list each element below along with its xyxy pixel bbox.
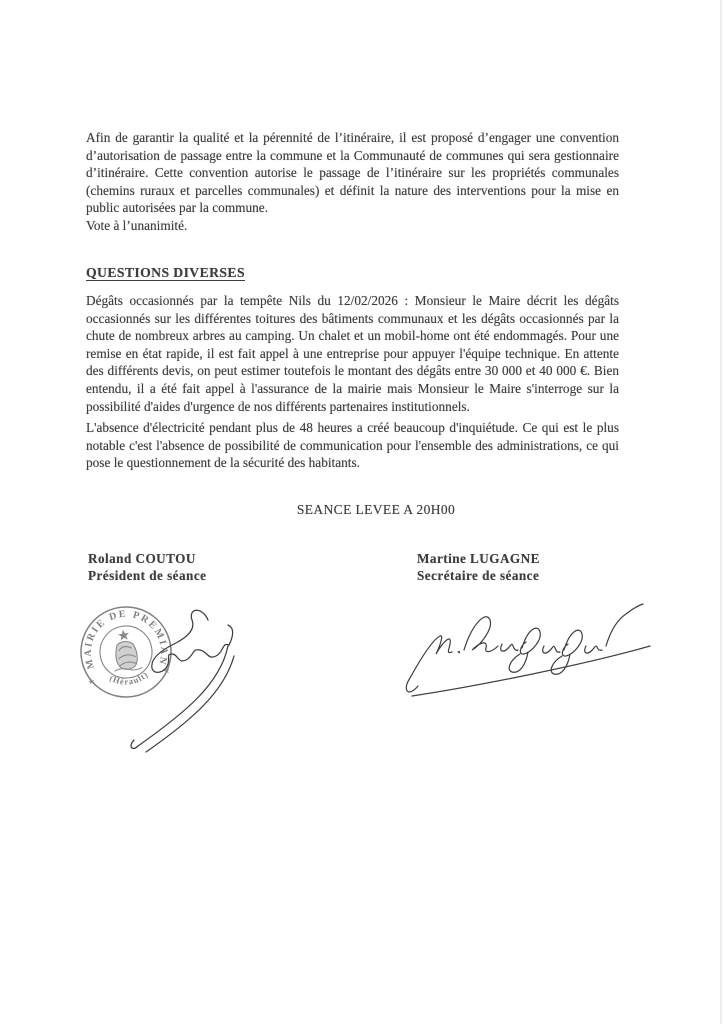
stamp-arc-text: MAIRIE DE PREMIAN xyxy=(82,608,170,671)
signatory-president-name: Roland COUTOU xyxy=(88,551,196,566)
signatory-secretary-role: Secrétaire de séance xyxy=(417,567,540,583)
stamp-star-left-icon: ★ xyxy=(87,676,96,687)
signatory-secretary-block xyxy=(417,551,540,584)
vote-line: Vote à l’unanimité. xyxy=(86,218,188,233)
signatory-secretary-name: Martine LUGAGNE xyxy=(417,551,540,566)
signatory-president-block xyxy=(88,551,206,584)
signatory-president-role: Président de séance xyxy=(88,567,207,583)
scan-edge-artifact xyxy=(720,0,722,1024)
paragraph-storm-damage: Dégâts occasionnés par la tempête Nils du 12/02/2026 : Monsieur le Maire décrit les dégâts occasionnés sur les différentes toitures des bâtiments communaux et les dégâts occasionnés par la chute de nombreux arbres au camping. Un chalet et un mobil-home ont été endommagés. Pour une remise en état rapide, il est fait appel à une entreprise pour appuyer l'équipe technique. En attente des différents devis, on peut estimer toutefois le montant des dégâts entre 30 000 et 40 000 €. Bien entendu, il a été fait appel à l'assurance de la mairie mais Monsieur le Maire s'interroge sur la possibilité d'aides d'urgence de nos différents partenaires institutionnels. xyxy=(86,293,619,414)
stamp-bottom-text: (Hérault) xyxy=(108,669,151,687)
paragraph-itinerary-convention: Afin de garantir la qualité et la pérennité de l’itinéraire, il est proposé d’engager une convention d’autorisation de passage entre la commune et la Communauté de communes qui sera gestionnaire d’itinéraire. Cette convention autorise le passage de l’itinéraire sur les propriétés communales (chemins ruraux et parcelles communales) et définit la nature des interventions pour la mise en public autorisées par la commune. xyxy=(86,130,619,216)
signature-secretary xyxy=(398,588,666,713)
section-heading-questions-diverses: QUESTIONS DIVERSES xyxy=(86,265,245,280)
closing-line-seance-levee: SEANCE LEVEE A 20H00 xyxy=(296,502,456,517)
paragraph-power-outage: L'absence d'électricité pendant plus de 48 heures a créé beaucoup d'inquiétude. Ce qui est le plus notable c'est l'absence de possibilité de communication pour l'ensemble des administrations, ce qui pose le questionnement de la sécurité des habitants. xyxy=(86,420,619,471)
signature-president xyxy=(116,594,256,764)
stamp-star-right-icon: ★ xyxy=(162,666,171,676)
